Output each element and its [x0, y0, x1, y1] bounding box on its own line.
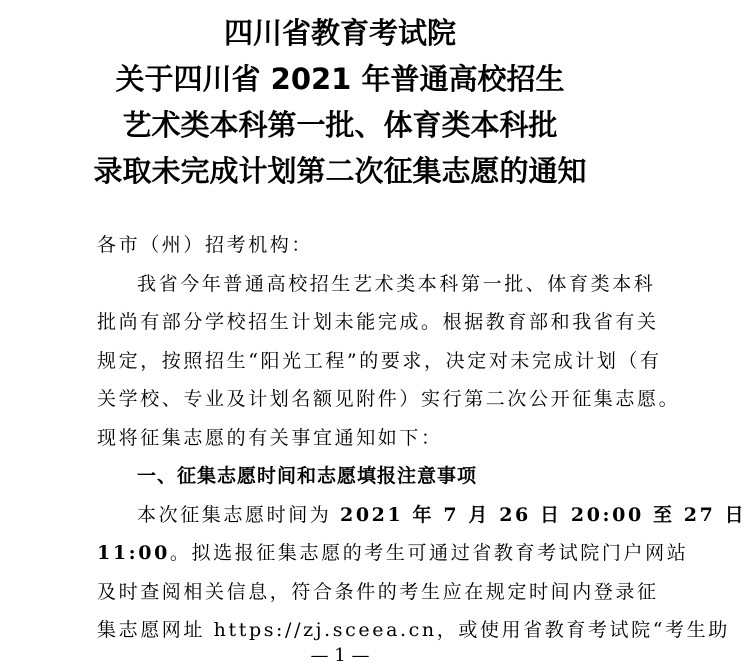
paragraph-2-line [97, 496, 746, 535]
paragraph-1-line: 现将征集志愿的有关事宜通知如下： [97, 426, 443, 449]
section-heading-1: 一、征集志愿时间和志愿填报注意事项 [137, 465, 478, 487]
document-title [0, 10, 680, 194]
title-line-issuer: 四川省教育考试院 [223, 16, 456, 50]
paragraph-2-text: 本次征集志愿时间为 [137, 503, 341, 526]
title-line-subject-2: 艺术类本科第一批、体育类本科批 [122, 108, 558, 142]
title-line-subject-3: 录取未完成计划第二次征集志愿的通知 [93, 154, 587, 188]
salutation: 各市（州）招考机构： [97, 234, 314, 256]
deadline-time: 11:00 [97, 542, 170, 564]
title-line-subject-1: 关于四川省 2021 年普通高校招生 [115, 62, 565, 96]
paragraph-2-line [97, 534, 689, 573]
paragraph-1-line: 规定，按照招生“阳光工程”的要求，决定对未完成计划（有 [97, 349, 662, 372]
paragraph-2-text: 。拟选报征集志愿的考生可通过省教育考试院门户网站 [169, 542, 689, 564]
paragraph-1-line: 我省今年普通高校招生艺术类本科第一批、体育类本科 [137, 272, 656, 295]
paragraph-1-line: 批尚有部分学校招生计划未能完成。根据教育部和我省有关 [97, 311, 659, 333]
paragraph-2-line: 集志愿网址 https://zj.sceea.cn，或使用省教育考试院“考生助 [97, 619, 730, 641]
paragraph-2-line: 及时查阅相关信息，符合条件的考生应在规定时间内登录征 [97, 580, 659, 603]
paragraph-1-line: 关学校、专业及计划名额见附件）实行第二次公开征集志愿。 [97, 388, 681, 410]
deadline-date-range: 2021 年 7 月 26 日 20:00 至 27 日 [340, 503, 746, 526]
page-number: — 1 — [310, 645, 370, 666]
document-body [97, 226, 746, 650]
